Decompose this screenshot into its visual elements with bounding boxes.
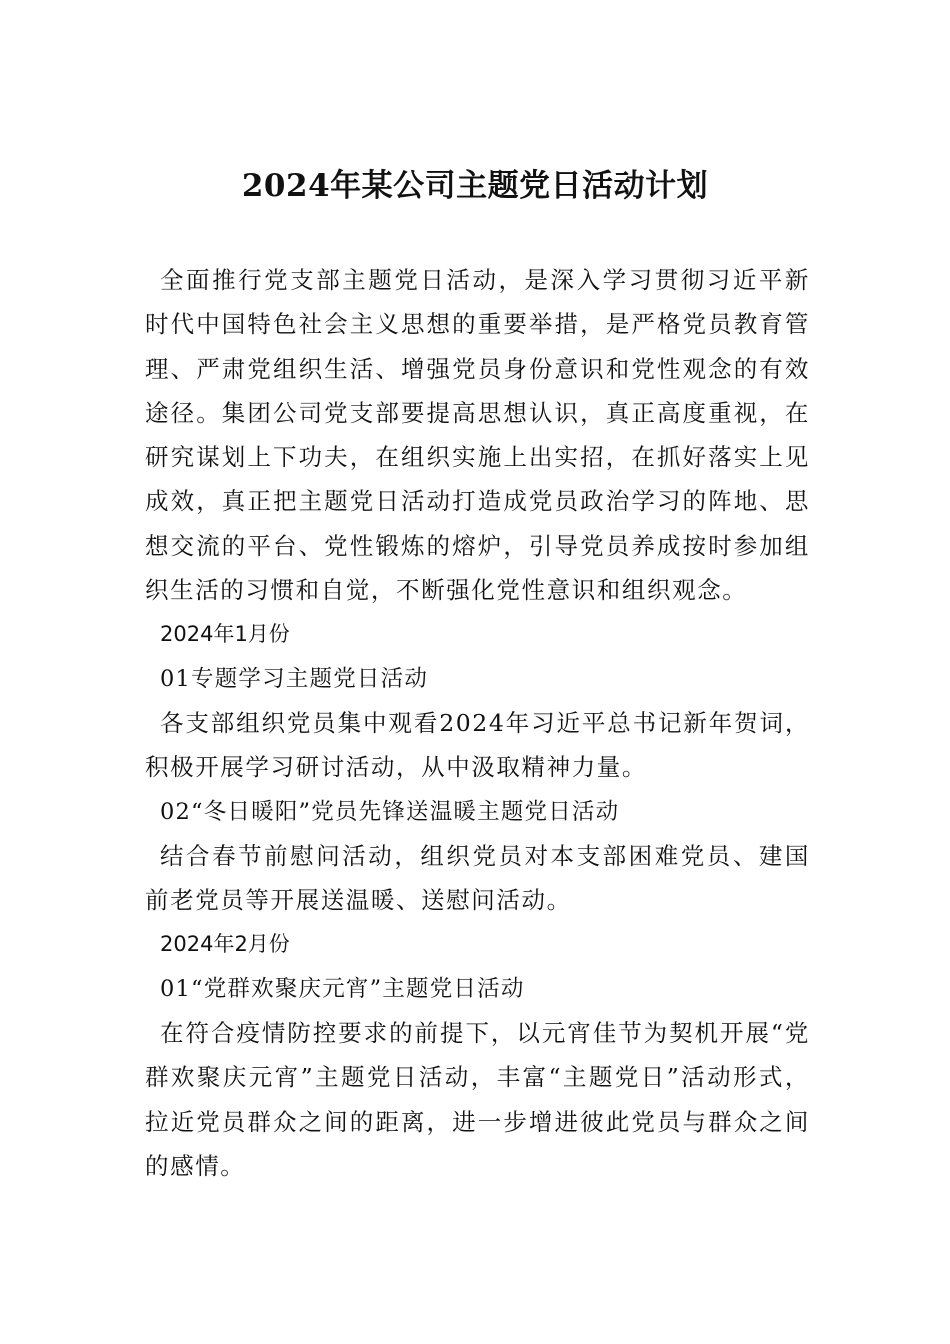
activity-paragraph: 在符合疫情防控要求的前提下，以元宵佳节为契机开展“党群欢聚庆元宵”主题党日活动，丰富“主题党日”活动形式，拉近党员群众之间的距离，进一步增进彼此党员与群众之间的感情。: [145, 1019, 810, 1180]
activity-heading: 01“党群欢聚庆元宵”主题党日活动: [160, 975, 525, 1002]
month-heading-february: 2024年2月份: [160, 932, 290, 957]
month-heading-january: 2024年1月份: [160, 622, 290, 647]
activity-paragraph: 结合春节前慰问活动，组织党员对本支部困难党员、建国前老党员等开展送温暖、送慰问活动。: [145, 841, 810, 915]
activity-paragraph: 各支部组织党员集中观看2024年习近平总书记新年贺词，积极开展学习研讨活动，从中汲取精神力量。: [145, 708, 810, 782]
document-title: 2024年某公司主题党日活动计划: [241, 168, 709, 204]
activity-heading: 02“冬日暖阳”党员先锋送温暖主题党日活动: [160, 798, 620, 825]
document-body: [145, 258, 810, 1188]
activity-heading: 01专题学习主题党日活动: [160, 665, 429, 692]
intro-paragraph: 全面推行党支部主题党日活动，是深入学习贯彻习近平新时代中国特色社会主义思想的重要举措，是严格党员教育管理、严肃党组织生活、增强党员身份意识和党性观念的有效途径。集团公司党支部要提高思想认识，真正高度重视，在研究谋划上下功夫，在组织实施上出实招，在抓好落实上见成效，真正把主题党日活动打造成党员政治学习的阵地、思想交流的平台、党性锻炼的熔炉，引导党员养成按时参加组织生活的习惯和自觉，不断强化党性意识和组织观念。: [145, 266, 810, 605]
